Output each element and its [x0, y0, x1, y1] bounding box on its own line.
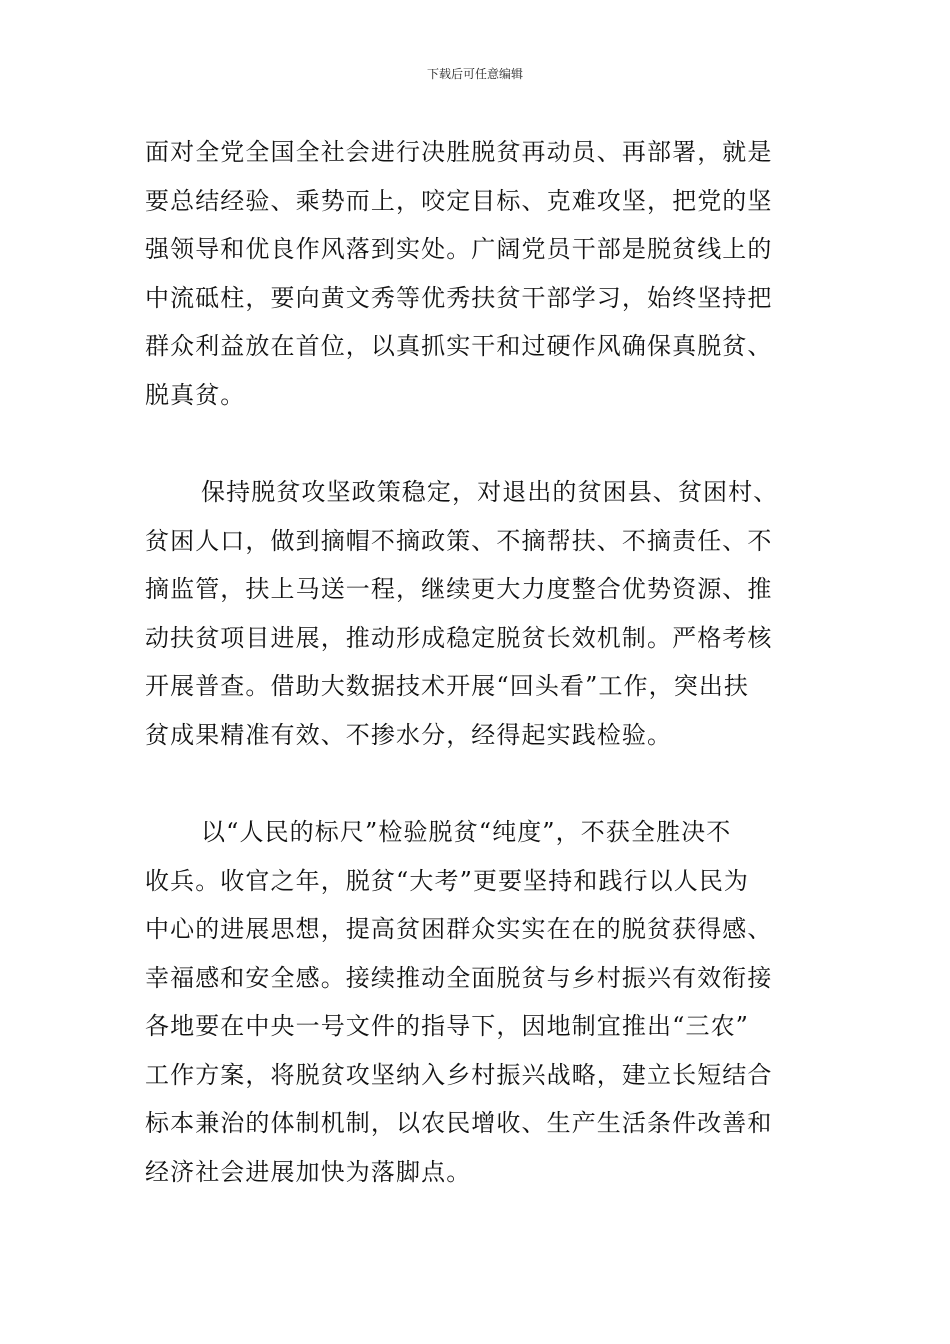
paragraph-spacer: [145, 419, 809, 468]
text-line: 脱真贫。: [145, 380, 246, 409]
text-line: 动扶贫项目进展，推动形成稳定脱贫长效机制。严格考核: [145, 623, 773, 652]
text-line: 摘监管，扶上马送一程，继续更大力度整合优势资源、推: [145, 575, 773, 603]
text-line: 保持脱贫攻坚政策稳定，对退出的贫困县、贫困村、: [201, 478, 779, 506]
paragraph-2: [145, 468, 809, 759]
text-line: 收兵。收官之年，脱贫“大考”更要坚持和践行以人民为: [145, 866, 750, 895]
text-line: 经济社会进展加快为落脚点。: [145, 1157, 472, 1186]
page-header: 下载后可任意编辑: [426, 67, 523, 81]
text-line: 工作方案，将脱贫攻坚纳入乡村振兴战略，建立长短结合: [145, 1060, 773, 1089]
text-line: 标本兼治的体制机制，以农民增收、生产生活条件改善和: [145, 1109, 773, 1137]
text-line: 中流砥柱，要向黄文秀等优秀扶贫干部学习，始终坚持把: [145, 283, 773, 312]
paragraph-spacer: [145, 759, 809, 808]
paragraph-1: [145, 128, 809, 419]
text-line: 幸福感和安全感。接续推动全面脱贫与乡村振兴有效衔接: [145, 963, 773, 992]
text-line: 贫成果精准有效、不掺水分，经得起实践检验。: [145, 720, 673, 749]
text-line: 以“人民的标尺”检验脱贫“纯度”，不获全胜决不: [201, 818, 732, 846]
text-line: 要总结经验、乘势而上，咬定目标、克难攻坚，把党的坚: [145, 186, 773, 215]
document-body: [145, 128, 809, 1196]
text-line: 各地要在中央一号文件的指导下，因地制宜推出“三农”: [145, 1012, 750, 1040]
text-line: 群众利益放在首位，以真抓实干和过硬作风确保真脱贫、: [145, 332, 773, 360]
text-line: 强领导和优良作风落到实处。广阔党员干部是脱贫线上的: [145, 235, 773, 263]
text-line: 开展普查。借助大数据技术开展“回头看”工作，突出扶: [145, 672, 750, 700]
text-line: 贫困人口，做到摘帽不摘政策、不摘帮扶、不摘责任、不: [145, 526, 773, 555]
text-line: 中心的进展思想，提高贫困群众实实在在的脱贫获得感、: [145, 915, 773, 943]
text-line: 面对全党全国全社会进行决胜脱贫再动员、再部署，就是: [145, 138, 773, 166]
paragraph-3: [145, 808, 809, 1196]
